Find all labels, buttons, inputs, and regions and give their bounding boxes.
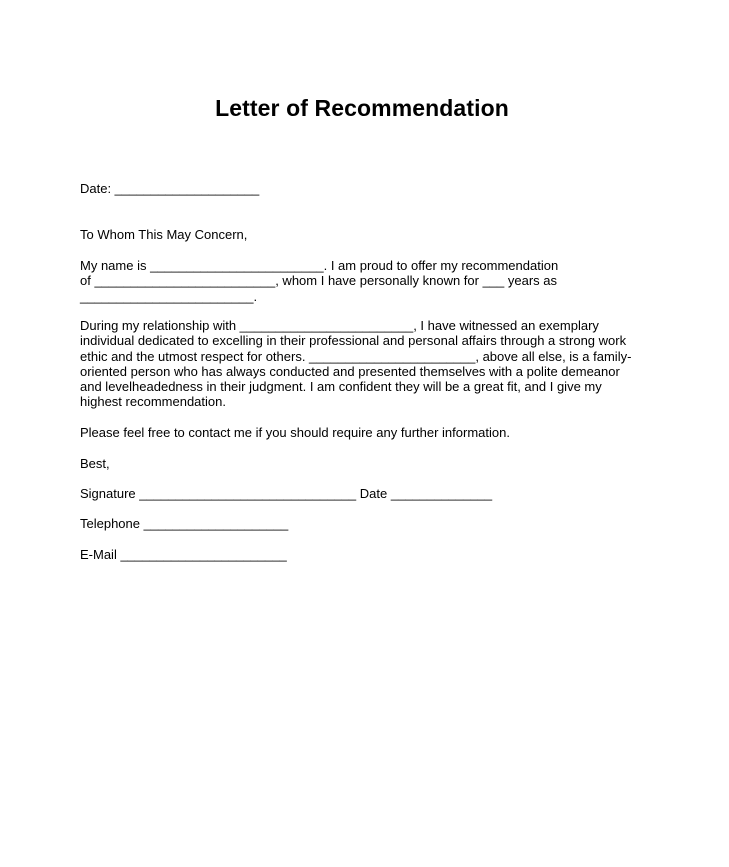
paragraph-line: and levelheadedness in their judgment. I am confident they will be a great fit, and I give my [80,379,602,395]
paragraph-line: ________________________. [80,288,258,304]
paragraph-line: highest recommendation. [80,394,226,410]
email-line: E-Mail _______________________ [80,547,287,562]
signature-line: Signature ______________________________ Date ______________ [80,486,493,501]
paragraph-line: During my relationship with ________________________, I have witnessed an exemplary [80,318,599,333]
closing-request: Please feel free to contact me if you should require any further information. [80,425,510,440]
paragraph-line: oriented person who has always conducted and presented themselves with a polite demeanor [80,363,620,379]
paragraph-line: My name is ________________________. I am proud to offer my recommendation [80,258,559,273]
relationship-paragraph [80,318,631,410]
telephone-line: Telephone ____________________ [80,516,289,531]
paragraph-line: individual dedicated to excelling in their professional and personal affairs through a strong work [80,333,627,349]
paragraph-line: ethic and the utmost respect for others. _______________________, above all else, is a family- [80,348,632,364]
introduction-paragraph [80,258,558,304]
letter-title: Letter of Recommendation [215,95,509,121]
date-line: Date: ____________________ [80,181,260,196]
salutation: To Whom This May Concern, [80,227,248,242]
sign-off: Best, [80,456,110,471]
paragraph-line: of _________________________, whom I have personally known for ___ years as [80,273,558,289]
